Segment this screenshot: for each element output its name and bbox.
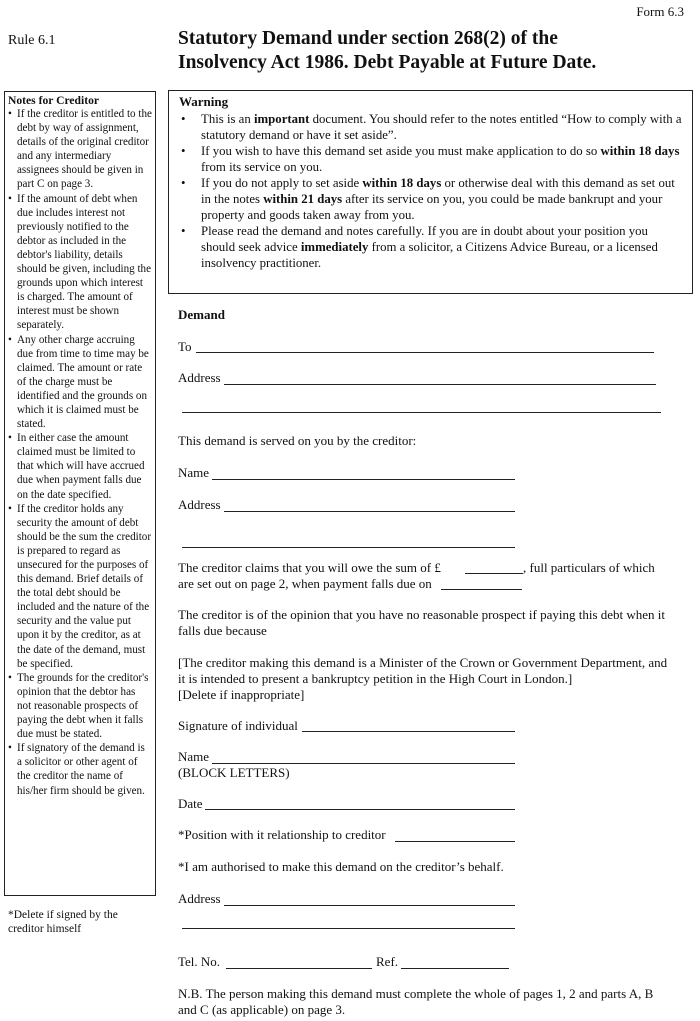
warning-list bbox=[179, 111, 682, 271]
title-line-1: Statutory Demand under section 268(2) of the bbox=[178, 28, 558, 49]
signatory-address-field-2[interactable] bbox=[182, 928, 515, 929]
tel-label: Tel. No. bbox=[178, 954, 221, 969]
payment-date-field[interactable] bbox=[441, 589, 522, 590]
served-text: This demand is served on you by the creditor: bbox=[178, 433, 417, 448]
tel-field[interactable] bbox=[226, 968, 372, 969]
ref-field[interactable] bbox=[401, 968, 509, 969]
notes-heading: Notes for Creditor bbox=[8, 94, 100, 107]
position-field[interactable] bbox=[395, 841, 515, 842]
warning-box bbox=[168, 90, 693, 294]
to-field[interactable] bbox=[196, 352, 654, 353]
claim-text-2: , full particulars of which bbox=[523, 560, 655, 575]
note-item: • If the creditor is entitled to the debt by way of assignment, details of the original creditor and any intermediary assignees should be given in part C on page 3. bbox=[8, 107, 152, 192]
signature-label: Signature of individual bbox=[178, 718, 298, 733]
delete-if-signed-note: *Delete if signed by the creditor himself bbox=[8, 909, 118, 935]
creditor-address-field[interactable] bbox=[224, 511, 515, 512]
creditor-name-label: Name bbox=[178, 465, 210, 480]
rule-reference: Rule 6.1 bbox=[8, 33, 56, 48]
demand-heading: Demand bbox=[178, 307, 225, 322]
warning-item: • This is an important document. You should refer to the notes entitled “How to comply with a statutory demand or have it set aside”. bbox=[179, 111, 682, 143]
note-item: • Any other charge accruing due from time to time may be claimed. The amount or rate of the charge must be identified and the grounds on which it is claimed must be stated. bbox=[8, 333, 152, 432]
creditor-address-label: Address bbox=[178, 497, 221, 512]
note-item: • In either case the amount claimed must be limited to that which will have accrued due when payment falls due on the date specified. bbox=[8, 431, 152, 501]
opinion-text: The creditor is of the opinion that you have no reasonable prospect if paying this debt when it falls due because bbox=[178, 607, 666, 638]
date-label: Date bbox=[178, 796, 203, 811]
block-letters-label: (BLOCK LETTERS) bbox=[178, 765, 290, 780]
note-item: • If the amount of debt when due includes interest not previously notified to the debtor as included in the debtor's liability, details should be given, including the grounds upon which interest is charged. The amount of interest must be shown separately. bbox=[8, 192, 152, 333]
note-item: • The grounds for the creditor's opinion that the debtor has not reasonable prospects of paying the debt when it falls due must be stated. bbox=[8, 671, 152, 741]
page-title bbox=[178, 27, 688, 75]
signature-field[interactable] bbox=[302, 731, 515, 732]
signatory-address-field[interactable] bbox=[224, 905, 515, 906]
ref-label: Ref. bbox=[376, 954, 399, 969]
delete-if-inappropriate: [Delete if inappropriate] bbox=[178, 687, 305, 702]
nb-text: N.B. The person making this demand must complete the whole of pages 1, 2 and parts A, B and C (as applicable) on page 3. bbox=[178, 986, 654, 1017]
claim-text-1: The creditor claims that you will owe the sum of £ bbox=[178, 560, 441, 575]
form-number: Form 6.3 bbox=[636, 4, 684, 19]
title-line-2: Insolvency Act 1986. Debt Payable at Future Date. bbox=[178, 52, 597, 73]
position-label: *Position with it relationship to creditor bbox=[178, 827, 386, 842]
warning-heading: Warning bbox=[179, 94, 229, 109]
warning-item: • Please read the demand and notes carefully. If you are in doubt about your position you should seek advice immediately from a solicitor, a Citizens Advice Bureau, or a licensed insolvency practitioner. bbox=[179, 223, 682, 271]
authorised-text: *I am authorised to make this demand on the creditor’s behalf. bbox=[178, 859, 504, 874]
date-field[interactable] bbox=[205, 809, 515, 810]
creditor-name-field[interactable] bbox=[212, 479, 515, 480]
claim-text-3: are set out on page 2, when payment falls due on bbox=[178, 576, 432, 591]
note-item: • If the creditor holds any security the amount of debt should be the sum the creditor is prepared to regard as unsecured for the purposes of this demand. Brief details of the total debt should be included and the nature of the security and the value put upon it by the creditor, as at the date of the demand, must be specified. bbox=[8, 502, 152, 671]
debtor-address-field-2[interactable] bbox=[182, 412, 661, 413]
signatory-name-field[interactable] bbox=[212, 763, 515, 764]
debtor-address-field[interactable] bbox=[224, 384, 656, 385]
warning-item: • If you do not apply to set aside within 18 days or otherwise deal with this demand as set out in the notes within 21 days after its service on you, you could be made bankrupt and your property and goods taken away from you. bbox=[179, 175, 682, 223]
warning-item: • If you wish to have this demand set aside you must make application to do so within 18 days from its service on you. bbox=[179, 143, 682, 175]
to-label: To bbox=[178, 339, 192, 354]
creditor-notes-box bbox=[4, 91, 156, 896]
debtor-address-label: Address bbox=[178, 370, 221, 385]
signatory-name-label: Name bbox=[178, 749, 210, 764]
creditor-address-field-2[interactable] bbox=[182, 547, 515, 548]
signatory-address-label: Address bbox=[178, 891, 221, 906]
claim-amount-field[interactable] bbox=[465, 573, 523, 574]
notes-list bbox=[8, 107, 152, 798]
minister-text: [The creditor making this demand is a Minister of the Crown or Government Department, and it is intended to present a bankruptcy petition in the High Court in London.] bbox=[178, 655, 668, 686]
note-item: • If signatory of the demand is a solicitor or other agent of the creditor the name of his/her firm should be given. bbox=[8, 741, 152, 797]
